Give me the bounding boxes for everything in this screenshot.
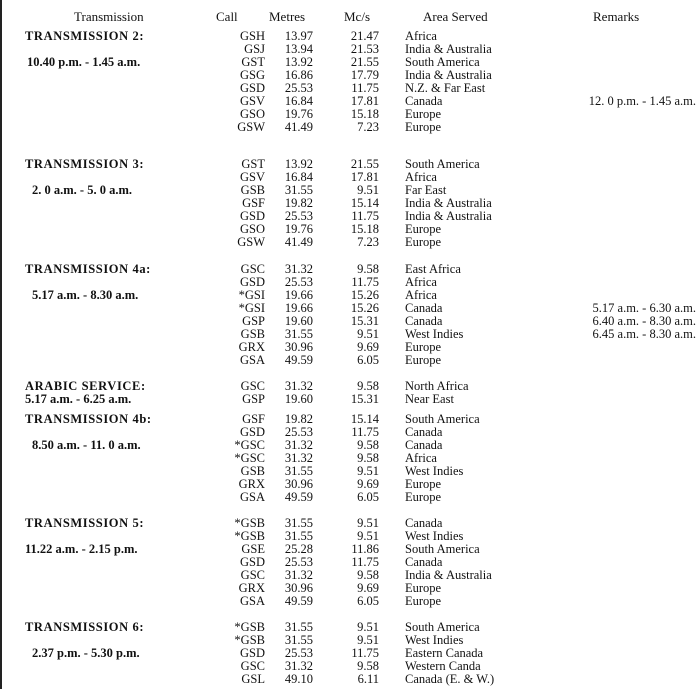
metres-value: 13.97 bbox=[284, 29, 313, 43]
table-row bbox=[0, 301, 700, 314]
call-sign: GSF bbox=[242, 196, 265, 210]
call-sign: GSW bbox=[237, 235, 265, 249]
metres-value: 13.92 bbox=[284, 157, 313, 171]
remarks: 12. 0 p.m. - 1.45 a.m. bbox=[588, 94, 696, 108]
area-served: West Indies bbox=[405, 327, 464, 341]
metres-value: 41.49 bbox=[284, 235, 313, 249]
metres-value: 30.96 bbox=[284, 581, 313, 595]
call-sign: GSG bbox=[239, 68, 265, 82]
call-sign: *GSB bbox=[234, 620, 265, 634]
table-row bbox=[0, 42, 700, 55]
table-row bbox=[0, 646, 700, 659]
metres-value: 31.55 bbox=[284, 327, 313, 341]
call-sign: GSD bbox=[239, 425, 265, 439]
mcs-value: 9.58 bbox=[357, 379, 379, 393]
metres-value: 19.60 bbox=[284, 314, 313, 328]
call-sign: GSL bbox=[241, 672, 265, 686]
area-served: India & Australia bbox=[405, 568, 492, 582]
call-sign: *GSI bbox=[238, 288, 265, 302]
metres-value: 49.59 bbox=[284, 490, 313, 504]
metres-value: 31.55 bbox=[284, 464, 313, 478]
table-row bbox=[0, 516, 700, 529]
group-time: 11.22 a.m. - 2.15 p.m. bbox=[25, 542, 138, 556]
mcs-value: 11.75 bbox=[351, 209, 379, 223]
call-sign: GSF bbox=[242, 412, 265, 426]
metres-value: 31.55 bbox=[284, 516, 313, 530]
table-row bbox=[0, 107, 700, 120]
mcs-value: 9.69 bbox=[357, 477, 379, 491]
mcs-value: 9.51 bbox=[357, 620, 379, 634]
mcs-value: 6.11 bbox=[357, 672, 379, 686]
mcs-value: 9.58 bbox=[357, 451, 379, 465]
area-served: Africa bbox=[405, 451, 437, 465]
call-sign: GSD bbox=[239, 209, 265, 223]
area-served: Far East bbox=[405, 183, 447, 197]
table-row bbox=[0, 438, 700, 451]
mcs-value: 21.53 bbox=[350, 42, 379, 56]
metres-value: 31.55 bbox=[284, 183, 313, 197]
area-served: Africa bbox=[405, 29, 437, 43]
area-served: Europe bbox=[405, 107, 442, 121]
call-sign: GST bbox=[241, 157, 265, 171]
call-sign: GRX bbox=[238, 340, 265, 354]
area-served: Canada bbox=[405, 314, 443, 328]
call-sign: GSE bbox=[241, 542, 265, 556]
table-row bbox=[0, 29, 700, 42]
area-served: West Indies bbox=[405, 464, 464, 478]
call-sign: *GSC bbox=[234, 438, 265, 452]
table-row bbox=[0, 412, 700, 425]
area-served: India & Australia bbox=[405, 209, 492, 223]
remarks: 6.45 a.m. - 8.30 a.m. bbox=[592, 327, 696, 341]
mcs-value: 9.51 bbox=[357, 516, 379, 530]
area-served: Europe bbox=[405, 340, 442, 354]
area-served: Canada bbox=[405, 438, 443, 452]
table-row bbox=[0, 183, 700, 196]
table-row bbox=[0, 672, 700, 685]
mcs-value: 9.58 bbox=[357, 568, 379, 582]
metres-value: 25.28 bbox=[284, 542, 313, 556]
table-row bbox=[0, 659, 700, 672]
call-sign: GSH bbox=[239, 29, 265, 43]
remarks: 5.17 a.m. - 6.30 a.m. bbox=[592, 301, 696, 315]
area-served: Near East bbox=[405, 392, 454, 406]
area-served: Europe bbox=[405, 594, 442, 608]
call-sign: GSD bbox=[239, 275, 265, 289]
metres-value: 19.82 bbox=[284, 196, 313, 210]
area-served: South America bbox=[405, 157, 480, 171]
area-served: Europe bbox=[405, 222, 442, 236]
group-title: TRANSMISSION 4a: bbox=[25, 262, 151, 276]
area-served: Canada bbox=[405, 301, 443, 315]
mcs-value: 6.05 bbox=[357, 594, 379, 608]
mcs-value: 15.26 bbox=[350, 301, 379, 315]
metres-value: 31.55 bbox=[284, 529, 313, 543]
header-metres: Metres bbox=[269, 9, 306, 24]
area-served: West Indies bbox=[405, 633, 464, 647]
group-title: ARABIC SERVICE: bbox=[25, 379, 146, 393]
area-served: South America bbox=[405, 542, 480, 556]
area-served: Europe bbox=[405, 120, 442, 134]
mcs-value: 11.75 bbox=[351, 425, 379, 439]
area-served: Europe bbox=[405, 490, 442, 504]
group-time: 8.50 a.m. - 11. 0 a.m. bbox=[32, 438, 141, 452]
metres-value: 13.92 bbox=[284, 55, 313, 69]
metres-value: 41.49 bbox=[284, 120, 313, 134]
table-row bbox=[0, 275, 700, 288]
mcs-value: 9.58 bbox=[357, 262, 379, 276]
metres-value: 19.66 bbox=[284, 301, 313, 315]
mcs-value: 9.51 bbox=[357, 633, 379, 647]
header-transmission: Transmission bbox=[74, 9, 144, 24]
header-area: Area Served bbox=[423, 9, 488, 24]
call-sign: GSJ bbox=[244, 42, 265, 56]
group-time: 10.40 p.m. - 1.45 a.m. bbox=[27, 55, 141, 69]
metres-value: 19.60 bbox=[284, 392, 313, 406]
call-sign: GSD bbox=[239, 81, 265, 95]
mcs-value: 11.75 bbox=[351, 555, 379, 569]
metres-value: 49.59 bbox=[284, 594, 313, 608]
table-row bbox=[0, 379, 700, 392]
table-row bbox=[0, 633, 700, 646]
mcs-value: 15.14 bbox=[350, 412, 379, 426]
metres-value: 49.10 bbox=[284, 672, 313, 686]
call-sign: GSP bbox=[242, 392, 265, 406]
mcs-value: 21.55 bbox=[350, 55, 379, 69]
area-served: Europe bbox=[405, 353, 442, 367]
metres-value: 19.76 bbox=[284, 107, 313, 121]
area-served: N.Z. & Far East bbox=[405, 81, 486, 95]
mcs-value: 9.69 bbox=[357, 340, 379, 354]
mcs-value: 17.81 bbox=[350, 94, 379, 108]
call-sign: GSC bbox=[240, 262, 265, 276]
call-sign: *GSC bbox=[234, 451, 265, 465]
metres-value: 25.53 bbox=[284, 425, 313, 439]
metres-value: 30.96 bbox=[284, 340, 313, 354]
metres-value: 31.55 bbox=[284, 633, 313, 647]
area-served: Canada bbox=[405, 425, 443, 439]
metres-value: 19.66 bbox=[284, 288, 313, 302]
table-row bbox=[0, 490, 700, 503]
table-row bbox=[0, 555, 700, 568]
group-time: 2.37 p.m. - 5.30 p.m. bbox=[32, 646, 140, 660]
metres-value: 25.53 bbox=[284, 646, 313, 660]
mcs-value: 17.79 bbox=[350, 68, 379, 82]
mcs-value: 6.05 bbox=[357, 353, 379, 367]
mcs-value: 9.58 bbox=[357, 659, 379, 673]
mcs-value: 21.55 bbox=[350, 157, 379, 171]
metres-value: 25.53 bbox=[284, 209, 313, 223]
table-row bbox=[0, 620, 700, 633]
metres-value: 16.86 bbox=[284, 68, 313, 82]
metres-value: 31.32 bbox=[284, 451, 313, 465]
area-served: India & Australia bbox=[405, 42, 492, 56]
area-served: India & Australia bbox=[405, 68, 492, 82]
area-served: India & Australia bbox=[405, 196, 492, 210]
group-title: TRANSMISSION 6: bbox=[25, 620, 145, 634]
mcs-value: 9.69 bbox=[357, 581, 379, 595]
metres-value: 19.76 bbox=[284, 222, 313, 236]
table-row bbox=[0, 542, 700, 555]
table-row bbox=[0, 340, 700, 353]
call-sign: GSC bbox=[240, 568, 265, 582]
call-sign: GSB bbox=[240, 327, 265, 341]
area-served: Africa bbox=[405, 288, 437, 302]
table-row bbox=[0, 392, 700, 405]
group-time: 5.17 a.m. - 8.30 a.m. bbox=[32, 288, 139, 302]
table-row bbox=[0, 55, 700, 68]
table-row bbox=[0, 314, 700, 327]
call-sign: GSP bbox=[242, 314, 265, 328]
header-call: Call bbox=[216, 9, 238, 24]
mcs-value: 15.31 bbox=[350, 314, 379, 328]
mcs-value: 11.75 bbox=[351, 275, 379, 289]
group-title: TRANSMISSION 2: bbox=[25, 29, 145, 43]
call-sign: GSA bbox=[239, 594, 265, 608]
table-row bbox=[0, 68, 700, 81]
remarks: 6.40 a.m. - 8.30 a.m. bbox=[592, 314, 696, 328]
table-row bbox=[0, 353, 700, 366]
metres-value: 25.53 bbox=[284, 81, 313, 95]
call-sign: *GSI bbox=[238, 301, 265, 315]
call-sign: *GSB bbox=[234, 633, 265, 647]
mcs-value: 6.05 bbox=[357, 490, 379, 504]
table-row bbox=[0, 81, 700, 94]
call-sign: GSB bbox=[240, 183, 265, 197]
metres-value: 25.53 bbox=[284, 275, 313, 289]
area-served: Eastern Canada bbox=[405, 646, 484, 660]
area-served: Europe bbox=[405, 477, 442, 491]
mcs-value: 11.75 bbox=[351, 646, 379, 660]
area-served: Europe bbox=[405, 581, 442, 595]
table-row bbox=[0, 581, 700, 594]
call-sign: GSC bbox=[240, 379, 265, 393]
mcs-value: 15.14 bbox=[350, 196, 379, 210]
call-sign: GSA bbox=[239, 490, 265, 504]
mcs-value: 9.51 bbox=[357, 529, 379, 543]
area-served: West Indies bbox=[405, 529, 464, 543]
mcs-value: 21.47 bbox=[350, 29, 379, 43]
call-sign: GSC bbox=[240, 659, 265, 673]
metres-value: 31.32 bbox=[284, 379, 313, 393]
call-sign: GSD bbox=[239, 555, 265, 569]
metres-value: 49.59 bbox=[284, 353, 313, 367]
table-row bbox=[0, 288, 700, 301]
group-title: TRANSMISSION 4b: bbox=[25, 412, 152, 426]
area-served: Western Canda bbox=[405, 659, 481, 673]
table-row bbox=[0, 451, 700, 464]
metres-value: 16.84 bbox=[284, 94, 313, 108]
metres-value: 31.32 bbox=[284, 262, 313, 276]
area-served: Africa bbox=[405, 275, 437, 289]
metres-value: 31.32 bbox=[284, 438, 313, 452]
table-row bbox=[0, 327, 700, 340]
metres-value: 31.55 bbox=[284, 620, 313, 634]
call-sign: GSB bbox=[240, 464, 265, 478]
mcs-value: 15.18 bbox=[350, 222, 379, 236]
group-time: 2. 0 a.m. - 5. 0 a.m. bbox=[32, 183, 132, 197]
table-row bbox=[0, 120, 700, 133]
call-sign: GSO bbox=[239, 107, 265, 121]
metres-value: 30.96 bbox=[284, 477, 313, 491]
call-sign: GSV bbox=[239, 170, 265, 184]
call-sign: GRX bbox=[238, 477, 265, 491]
area-served: East Africa bbox=[405, 262, 461, 276]
area-served: South America bbox=[405, 620, 480, 634]
call-sign: GSV bbox=[239, 94, 265, 108]
table-row bbox=[0, 222, 700, 235]
group-time: 5.17 a.m. - 6.25 a.m. bbox=[25, 392, 132, 406]
call-sign: GST bbox=[241, 55, 265, 69]
group-title: TRANSMISSION 5: bbox=[25, 516, 145, 530]
mcs-value: 15.18 bbox=[350, 107, 379, 121]
area-served: Europe bbox=[405, 235, 442, 249]
table-row bbox=[0, 157, 700, 170]
call-sign: *GSB bbox=[234, 516, 265, 530]
table-row bbox=[0, 94, 700, 107]
table-row bbox=[0, 568, 700, 581]
group-title: TRANSMISSION 3: bbox=[25, 157, 145, 171]
table-row bbox=[0, 477, 700, 490]
mcs-value: 9.51 bbox=[357, 327, 379, 341]
call-sign: GRX bbox=[238, 581, 265, 595]
metres-value: 31.32 bbox=[284, 659, 313, 673]
table-row bbox=[0, 170, 700, 183]
header-remarks: Remarks bbox=[593, 9, 640, 24]
table-row bbox=[0, 196, 700, 209]
call-sign: GSA bbox=[239, 353, 265, 367]
mcs-value: 9.51 bbox=[357, 464, 379, 478]
call-sign: GSW bbox=[237, 120, 265, 134]
table-row bbox=[0, 262, 700, 275]
mcs-value: 15.26 bbox=[350, 288, 379, 302]
area-served: Africa bbox=[405, 170, 437, 184]
mcs-value: 9.58 bbox=[357, 438, 379, 452]
area-served: South America bbox=[405, 55, 480, 69]
mcs-value: 15.31 bbox=[350, 392, 379, 406]
metres-value: 19.82 bbox=[284, 412, 313, 426]
area-served: Canada bbox=[405, 94, 443, 108]
mcs-value: 11.86 bbox=[351, 542, 379, 556]
call-sign: GSO bbox=[239, 222, 265, 236]
call-sign: *GSB bbox=[234, 529, 265, 543]
metres-value: 13.94 bbox=[284, 42, 313, 56]
area-served: South America bbox=[405, 412, 480, 426]
metres-value: 31.32 bbox=[284, 568, 313, 582]
area-served: Canada (E. & W.) bbox=[405, 672, 495, 686]
table-row bbox=[0, 594, 700, 607]
mcs-value: 17.81 bbox=[350, 170, 379, 184]
header-mcs: Mc/s bbox=[344, 9, 370, 24]
metres-value: 16.84 bbox=[284, 170, 313, 184]
mcs-value: 7.23 bbox=[357, 120, 379, 134]
area-served: Canada bbox=[405, 555, 443, 569]
table-row bbox=[0, 464, 700, 477]
table-row bbox=[0, 209, 700, 222]
table-row bbox=[0, 235, 700, 248]
mcs-value: 7.23 bbox=[357, 235, 379, 249]
table-row bbox=[0, 529, 700, 542]
table-row bbox=[0, 425, 700, 438]
area-served: North Africa bbox=[405, 379, 469, 393]
mcs-value: 9.51 bbox=[357, 183, 379, 197]
area-served: Canada bbox=[405, 516, 443, 530]
call-sign: GSD bbox=[239, 646, 265, 660]
metres-value: 25.53 bbox=[284, 555, 313, 569]
mcs-value: 11.75 bbox=[351, 81, 379, 95]
